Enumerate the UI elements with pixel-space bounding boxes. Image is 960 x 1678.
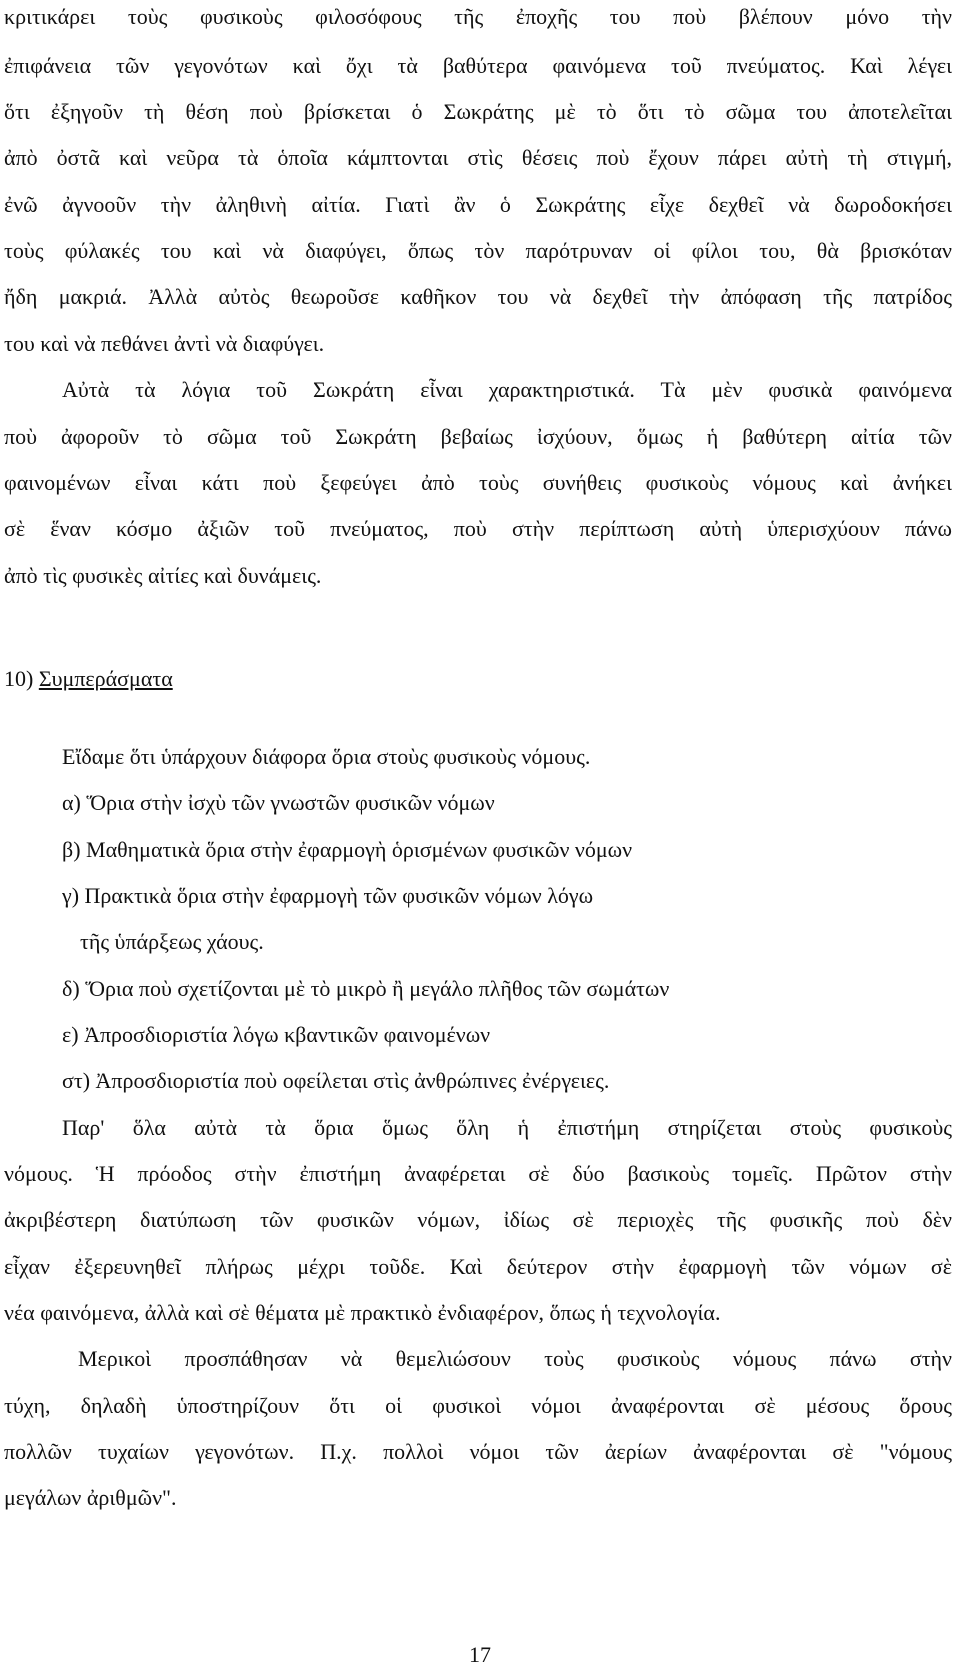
text-line: Μερικοὶ προσπάθησαν νὰ θεμελιώσουν τοὺς φυσικοὺς νόμους πάνω στὴν — [78, 1346, 952, 1371]
text-line: τύχη, δηλαδὴ ὑποστηρίζουν ὅτι οἱ φυσικοὶ νόμοι ἀναφέρονται σὲ μέσους ὅρους — [4, 1393, 952, 1418]
section-number: 10) — [4, 666, 34, 691]
text-line: εἶχαν ἐξερευνηθεῖ πλήρως μέχρι τοῦδε. Καὶ δεύτερον στὴν ἐφαρμογὴ τῶν νόμων σὲ — [4, 1254, 952, 1279]
text-line: ποὺ ἀφοροῦν τὸ σῶμα τοῦ Σωκράτη βεβαίως ἰσχύουν, ὅμως ἡ βαθύτερη αἰτία τῶν — [4, 424, 952, 449]
list-item: δ) Ὅρια ποὺ σχετίζονται μὲ τὸ μικρὸ ἢ μεγάλο πλῆθος τῶν σωμάτων — [62, 976, 670, 1001]
text-line: ἀπὸ ὀστᾶ καὶ νεῦρα τὰ ὁποῖα κάμπτονται στὶς θέσεις ποὺ ἔχουν πάρει αὐτὴ τὴ στιγμή, — [4, 145, 952, 170]
text-line: πολλῶν τυχαίων γεγονότων. Π.χ. πολλοὶ νόμοι τῶν ἀερίων ἀναφέρονται σὲ "νόμους — [4, 1439, 952, 1464]
conclusions-intro: Εἴδαμε ὅτι ὑπάρχουν διάφορα ὅρια στοὺς φυσικοὺς νόμους. — [62, 744, 591, 769]
section-title: Συμπεράσματα — [38, 666, 173, 691]
list-item: στ) Ἀπροσδιοριστία ποὺ οφείλεται στὶς ἀνθρώπινες ἐνέργειες. — [62, 1068, 610, 1093]
text-line: νέα φαινόμενα, ἀλλὰ καὶ σὲ θέματα μὲ πρακτικὸ ἐνδιαφέρον, ὅπως ἡ τεχνολογία. — [4, 1300, 721, 1325]
list-item: ε) Ἀπροσδιοριστία λόγω κβαντικῶν φαινομένων — [62, 1022, 491, 1047]
list-item: β) Μαθηματικὰ ὅρια στὴν ἐφαρμογὴ ὁρισμένων φυσικῶν νόμων — [62, 837, 633, 862]
text-line: σὲ ἕναν κόσμο ἀξιῶν τοῦ πνεύματος, ποὺ στὴν περίπτωση αὐτὴ ὑπερισχύουν πάνω — [4, 516, 952, 541]
text-line: ὅτι ἐξηγοῦν τὴ θέση ποὺ βρίσκεται ὁ Σωκράτης μὲ τὸ ὅτι τὸ σῶμα του ἀποτελεῖται — [4, 99, 952, 124]
text-line: Αὐτὰ τὰ λόγια τοῦ Σωκράτη εἶναι χαρακτηριστικά. Τὰ μὲν φυσικὰ φαινόμενα — [62, 377, 952, 402]
list-item: γ) Πρακτικὰ ὅρια στὴν ἐφαρμογὴ τῶν φυσικῶν νόμων λόγω — [62, 883, 594, 908]
text-line: του καὶ νὰ πεθάνει ἀντὶ νὰ διαφύγει. — [4, 331, 325, 356]
list-item: α) Ὅρια στὴν ἰσχὺ τῶν γνωστῶν φυσικῶν νόμων — [62, 790, 495, 815]
text-line: ἀπὸ τὶς φυσικὲς αἰτίες καὶ δυνάμεις. — [4, 563, 322, 588]
text-line: ἐπιφάνεια τῶν γεγονότων καὶ ὄχι τὰ βαθύτερα φαινόμενα τοῦ πνεύματος. Καὶ λέγει — [4, 53, 952, 78]
text-line: ἀκριβέστερη διατύπωση τῶν φυσικῶν νόμων, ἰδίως σὲ περιοχὲς τῆς φυσικῆς ποὺ δὲν — [4, 1207, 952, 1232]
text-line: τοὺς φύλακές του καὶ νὰ διαφύγει, ὅπως τὸν παρότρυναν οἱ φίλοι του, θὰ βρισκόταν — [4, 238, 952, 263]
section-heading — [4, 664, 952, 694]
page-number: 17 — [469, 1642, 491, 1667]
text-line: φαινομένων εἶναι κάτι ποὺ ξεφεύγει ἀπὸ τοὺς συνήθεις φυσικοὺς νόμους καὶ ἀνήκει — [4, 470, 952, 495]
text-line: ἐνῶ ἀγνοοῦν τὴν ἀληθινὴ αἰτία. Γιατὶ ἂν ὁ Σωκράτης εἶχε δεχθεῖ νὰ δωροδοκήσει — [4, 192, 952, 217]
text-line: μεγάλων ἀριθμῶν". — [4, 1485, 177, 1510]
text-line: Παρ' ὅλα αὐτὰ τὰ ὅρια ὅμως ὅλη ἡ ἐπιστήμη στηρίζεται στοὺς φυσικοὺς — [62, 1115, 952, 1140]
text-line: νόμους. Ἡ πρόοδος στὴν ἐπιστήμη ἀναφέρεται σὲ δύο βασικοὺς τομεῖς. Πρῶτον στὴν — [4, 1161, 952, 1186]
list-item-continuation: τῆς ὑπάρξεως χάους. — [80, 929, 264, 954]
text-line: κριτικάρει τοὺς φυσικοὺς φιλοσόφους τῆς ἐποχῆς του ποὺ βλέπουν μόνο τὴν — [4, 4, 952, 29]
text-line: ἤδη μακριά. Ἀλλὰ αὐτὸς θεωροῦσε καθῆκον του νὰ δεχθεῖ τὴν ἀπόφαση τῆς πατρίδος — [4, 284, 952, 309]
